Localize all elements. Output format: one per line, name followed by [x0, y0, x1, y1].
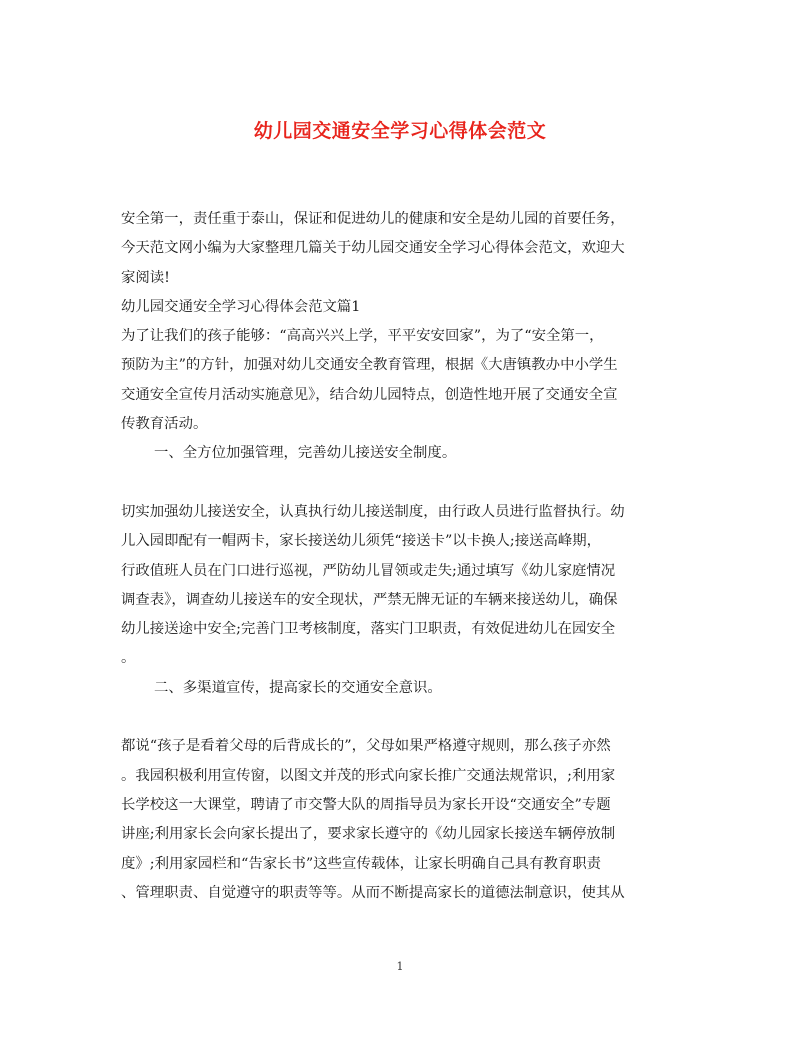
text-line: 幼儿接送途中安全;完善门卫考核制度，落实门卫职责，有效促进幼儿在园安全	[121, 621, 616, 638]
text-line: 预防为主”的方针，加强对幼儿交通安全教育管理，根据《大唐镇教办中小学生	[121, 357, 618, 374]
text-line: 讲座;利用家长会向家长提出了，要求家长遵守的《幼儿园家长接送车辆停放制	[121, 826, 616, 843]
text-line: 安全第一，责任重于泰山，保证和促进幼儿的健康和安全是幼儿园的首要任务，	[121, 211, 625, 227]
text-line: 长学校这一大课堂，聘请了市交警大队的周指导员为家长开设“交通安全”专题	[121, 796, 611, 813]
text-line: 调查表》，调查幼儿接送车的安全现状，严禁无牌无证的车辆来接送幼儿，确保	[121, 591, 618, 608]
text-line: 行政值班人员在门口进行巡视，严防幼儿冒领或走失;通过填写《幼儿家庭情况	[121, 562, 616, 579]
text-line: 家阅读!	[121, 269, 170, 286]
text-line: 为了让我们的孩子能够：“高高兴兴上学，平平安安回家”，为了“安全第一，	[121, 328, 604, 345]
text-line: 。我园积极利用宣传窗，以图文并茂的形式向家长推广交通法规常识，;利用家	[121, 767, 616, 784]
text-line: 交通安全宣传月活动实施意见》，结合幼儿园特点，创造性地开展了交通安全宣	[121, 386, 618, 403]
page-number: 1	[396, 960, 404, 973]
paragraph-gap	[121, 469, 681, 498]
text-line: 度》;利用家园栏和“告家长书”这些宣传载体，让家长明确自己具有教育职责	[121, 855, 602, 872]
section-heading-line: 一、全方位加强管理，完善幼儿接送安全制度。	[154, 445, 457, 462]
section-heading-line: 二、多渠道宣传，提高家长的交通安全意识。	[154, 679, 442, 696]
document-title: 幼儿园交通安全学习心得体会范文	[253, 120, 547, 142]
text-line: 幼儿园交通安全学习心得体会范文篇1	[121, 298, 361, 315]
text-line: 都说“孩子是看着父母的后背成长的”，父母如果严格遵守规则，那么孩子亦然	[121, 738, 611, 755]
document-body	[121, 205, 681, 908]
text-line: 。	[121, 650, 136, 667]
text-line: 儿入园即配有一帽两卡，家长接送幼儿须凭“接送卡”以卡换人;接送高峰期，	[121, 533, 602, 550]
text-line: 切实加强幼儿接送安全，认真执行幼儿接送制度，由行政人员进行监督执行。幼	[121, 503, 625, 520]
text-line: 传教育活动。	[121, 416, 208, 433]
text-line: 、管理职责、自觉遵守的职责等等。从而不断提高家长的道德法制意识，使其从	[121, 884, 625, 901]
paragraph-gap	[121, 703, 681, 732]
text-line: 今天范文网小编为大家整理几篇关于幼儿园交通安全学习心得体会范文，欢迎大	[121, 240, 625, 257]
